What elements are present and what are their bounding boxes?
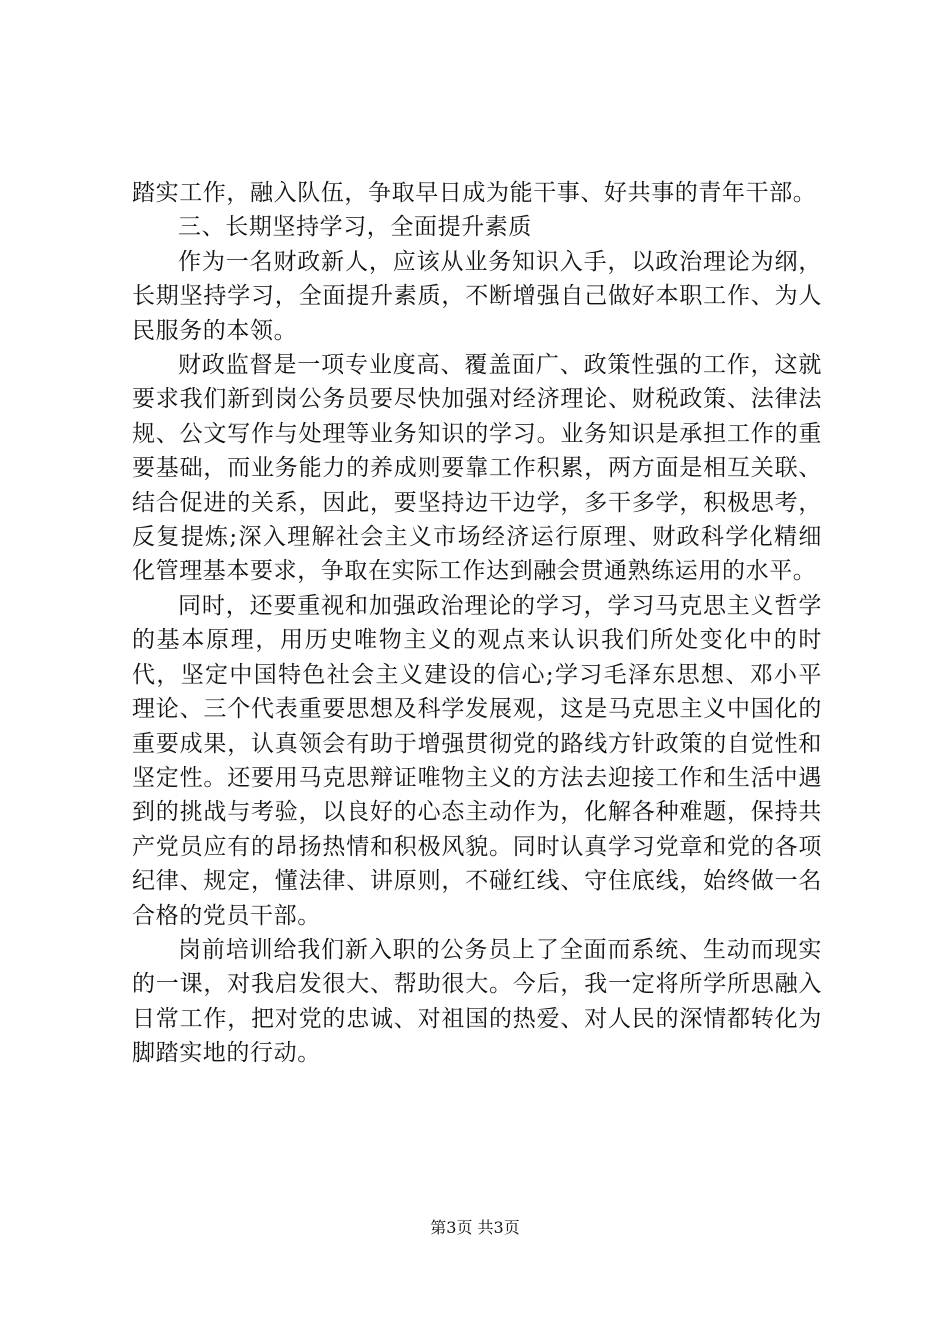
page-number-footer: 第3页 共3页 bbox=[430, 1218, 520, 1237]
paragraph-continuation: 踏实工作，融入队伍，争取早日成为能干事、好共事的青年干部。 bbox=[132, 180, 817, 206]
paragraph: 财政监督是一项专业度高、覆盖面广、政策性强的工作，这就要求我们新到岗公务员要尽快加强对经济理论、财税政策、法律法规、公文写作与处理等业务知识的学习。业务知识是承担工作的重要基础，而业务能力的养成则要靠工作积累，两方面是相互关联、结合促进的关系，因此，要坚持边干边学，多干多学，积极思考，反复提炼;深入理解社会主义市场经济运行原理、财政科学化精细化管理基本要求，争取在实际工作达到融会贯通熟练运用的水平。 bbox=[132, 352, 822, 585]
paragraph: 作为一名财政新人，应该从业务知识入手，以政治理论为纲，长期坚持学习，全面提升素质，不断增强自己做好本职工作、为人民服务的本领。 bbox=[132, 248, 822, 344]
section-heading: 三、长期坚持学习，全面提升素质 bbox=[178, 214, 532, 241]
paragraph: 同时，还要重视和加强政治理论的学习，学习马克思主义哲学的基本原理，用历史唯物主义的观点来认识我们所处变化中的时代，坚定中国特色社会主义建设的信心;学习毛泽东思想、邓小平理论、三个代表重要思想及科学发展观，这是马克思主义中国化的重要成果，认真领会有助于增强贯彻党的路线方针政策的自觉性和坚定性。还要用马克思辩证唯物主义的方法去迎接工作和生活中遇到的挑战与考验，以良好的心态主动作为，化解各种难题，保持共产党员应有的昂扬热情和积极风貌。同时认真学习党章和党的各项纪律、规定，懂法律、讲原则，不碰红线、守住底线，始终做一名合格的党员干部。 bbox=[132, 592, 822, 929]
document-body bbox=[132, 176, 822, 1071]
paragraph: 岗前培训给我们新入职的公务员上了全面而系统、生动而现实的一课，对我启发很大、帮助很大。今后，我一定将所学所思融入日常工作，把对党的忠诚、对祖国的热爱、对人民的深情都转化为脚踏实地的行动。 bbox=[132, 936, 822, 1067]
